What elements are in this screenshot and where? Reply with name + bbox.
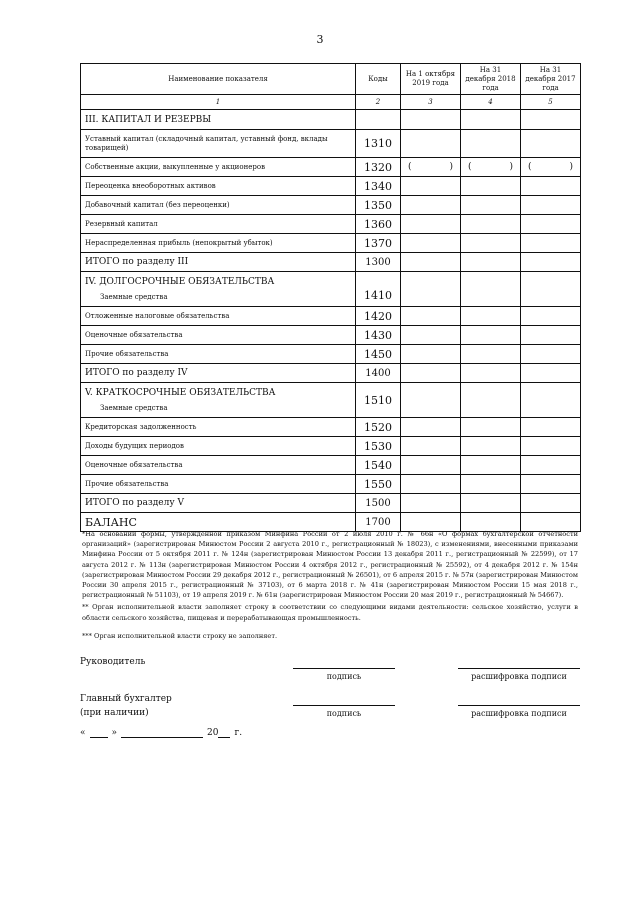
section-5-title — [81, 383, 356, 418]
paren-close: ) — [509, 162, 513, 172]
table-row — [81, 437, 581, 456]
value-cell — [401, 234, 461, 253]
row-code: 1510 — [356, 383, 401, 418]
column-number: 1 — [81, 95, 356, 110]
date-day-blank[interactable] — [90, 729, 108, 738]
value-cell — [521, 364, 581, 383]
header-col3: На 31 декабря 2017 года — [521, 64, 581, 95]
column-number: 4 — [461, 95, 521, 110]
value-cell — [461, 475, 521, 494]
value-cell — [401, 158, 461, 177]
row-code: 1320 — [356, 158, 401, 177]
head-decoding-caption: расшифровка подписи — [471, 672, 567, 681]
value-cell — [401, 475, 461, 494]
head-signature-caption: подпись — [326, 672, 362, 681]
chief-signature-line[interactable] — [293, 705, 395, 706]
value-cell — [461, 253, 521, 272]
column-number: 5 — [521, 95, 581, 110]
row-label: Добавочный капитал (без переоценки) — [81, 196, 356, 215]
value-cell — [401, 383, 461, 418]
footnote-3: *** Орган исполнительной власти строку не заполняет. — [82, 631, 278, 640]
value-cell — [401, 364, 461, 383]
chief-decoding-line[interactable] — [458, 705, 580, 706]
header-codes: Коды — [356, 64, 401, 95]
section-4-title — [81, 272, 356, 307]
value-cell — [401, 494, 461, 513]
empty-cell — [461, 110, 521, 130]
row-code: 1310 — [356, 130, 401, 158]
row-label: Нераспределенная прибыль (непокрытый убыток) — [81, 234, 356, 253]
total-label: ИТОГО по разделу IV — [81, 364, 356, 383]
table-row — [81, 158, 581, 177]
value-cell — [521, 158, 581, 177]
total-label: ИТОГО по разделу V — [81, 494, 356, 513]
value-cell — [461, 456, 521, 475]
table-row — [81, 475, 581, 494]
section-3-title: III. КАПИТАЛ И РЕЗЕРВЫ — [81, 110, 356, 130]
section-4-title-text: IV. ДОЛГОСРОЧНЫЕ ОБЯЗАТЕЛЬСТВА — [85, 277, 275, 287]
table-row — [81, 418, 581, 437]
row-code: 1350 — [356, 196, 401, 215]
row-label: Оценочные обязательства — [81, 456, 356, 475]
row-label: Заемные средства — [100, 293, 168, 301]
row-code: 1360 — [356, 215, 401, 234]
row-label: Уставный капитал (складочный капитал, уставный фонд, вклады товарищей) — [81, 130, 356, 158]
value-cell — [521, 456, 581, 475]
date-year-blank[interactable] — [218, 729, 230, 738]
empty-cell — [356, 110, 401, 130]
value-cell — [401, 437, 461, 456]
chief-accountant-note: (при наличии) — [80, 708, 149, 718]
footnotes — [82, 529, 578, 643]
paren-close: ) — [449, 162, 453, 172]
value-cell — [521, 307, 581, 326]
value-cell — [521, 130, 581, 158]
date-year-prefix: 20 — [207, 728, 219, 738]
total-label: ИТОГО по разделу III — [81, 253, 356, 272]
value-cell — [401, 345, 461, 364]
row-label: Собственные акции, выкупленные у акционеров — [81, 158, 356, 177]
table-row — [81, 345, 581, 364]
value-cell — [521, 253, 581, 272]
table-row — [81, 196, 581, 215]
total-code: 1500 — [356, 494, 401, 513]
value-cell — [521, 196, 581, 215]
value-cell — [461, 177, 521, 196]
value-cell — [521, 326, 581, 345]
section-4-total-row — [81, 364, 581, 383]
value-cell — [461, 418, 521, 437]
row-code: 1540 — [356, 456, 401, 475]
value-cell — [461, 437, 521, 456]
paren-open: ( — [408, 162, 412, 172]
table-row — [81, 456, 581, 475]
value-cell — [461, 215, 521, 234]
value-cell — [401, 326, 461, 345]
header-name: Наименование показателя — [81, 64, 356, 95]
footnote-2: ** Орган исполнительной власти заполняет строку в соответствии со следующими видами деятельности: сельское хозяйство, услуги в области сельского хозяйства, пищевая и перерабатывающая промышленность. — [82, 603, 578, 622]
date-suffix: г. — [234, 728, 243, 738]
header-col1: На 1 октября 2019 года — [401, 64, 461, 95]
column-number: 2 — [356, 95, 401, 110]
section-3-title-row — [81, 110, 581, 130]
row-label: Прочие обязательства — [81, 345, 356, 364]
table-row — [81, 234, 581, 253]
value-cell — [401, 272, 461, 307]
page-number: 3 — [316, 33, 324, 46]
row-code: 1550 — [356, 475, 401, 494]
value-cell — [521, 234, 581, 253]
balance-table — [80, 63, 581, 532]
value-cell — [521, 475, 581, 494]
value-cell — [521, 383, 581, 418]
section-5-title-text: V. КРАТКОСРОЧНЫЕ ОБЯЗАТЕЛЬСТВА — [85, 388, 276, 398]
value-cell — [521, 494, 581, 513]
value-cell — [521, 345, 581, 364]
paren-open: ( — [468, 162, 472, 172]
date-open-quote: « — [80, 728, 86, 738]
row-code: 1370 — [356, 234, 401, 253]
value-cell — [401, 418, 461, 437]
row-code: 1340 — [356, 177, 401, 196]
row-code: 1530 — [356, 437, 401, 456]
row-label: Переоценка внеоборотных активов — [81, 177, 356, 196]
row-label: Резервный капитал — [81, 215, 356, 234]
empty-cell — [401, 110, 461, 130]
row-label: Кредиторская задолженность — [81, 418, 356, 437]
value-cell — [461, 130, 521, 158]
row-code: 1430 — [356, 326, 401, 345]
row-code: 1420 — [356, 307, 401, 326]
value-cell — [401, 177, 461, 196]
section-5-title-row — [81, 383, 581, 418]
balance-code: 1700 — [356, 513, 401, 532]
date-close-quote: » — [111, 728, 118, 738]
head-label: Руководитель — [80, 657, 146, 667]
table-row — [81, 130, 581, 158]
value-cell — [461, 272, 521, 307]
value-cell — [521, 272, 581, 307]
value-cell — [401, 215, 461, 234]
date-month-blank[interactable] — [121, 729, 203, 738]
row-label: Оценочные обязательства — [81, 326, 356, 345]
row-code: 1450 — [356, 345, 401, 364]
value-cell — [461, 364, 521, 383]
value-cell — [401, 307, 461, 326]
chief-accountant-label: Главный бухгалтер — [80, 694, 172, 704]
table-header-row — [81, 64, 581, 95]
total-code: 1400 — [356, 364, 401, 383]
value-cell — [461, 345, 521, 364]
chief-decoding-caption: расшифровка подписи — [471, 709, 567, 718]
row-code: 1520 — [356, 418, 401, 437]
value-cell — [401, 196, 461, 215]
balance-label: БАЛАНС — [81, 513, 356, 532]
value-cell — [401, 456, 461, 475]
paren-open: ( — [528, 162, 532, 172]
empty-cell — [521, 110, 581, 130]
footnote-1: *На основании формы, утвержденной приказом Минфина России от 2 июля 2010 г. № 66н «О формах бухгалтерской отчетности организаций» (зарегистрирован Минюстом России 2 августа 2010 г., регистрационный № 18023), с изменениями, внесенными приказами Минфина России от 5 октября 2011 г. № 124н (зарегистрирован Минюстом России 13 декабря 2011 г., регистрационный № 22599), от 17 августа 2012 г. № 113н (зарегистрирован Минюстом России 4 октября 2012 г., регистрационный № 25592), от 4 декабря 2012 г. № 154н (зарегистрирован Минюстом России 29 декабря 2012 г., регистрационный № 26501), от 6 апреля 2015 г. № 57н (зарегистрирован Минюстом России 30 апреля 2015 г., регистрационный № 37103), от 6 марта 2018 г. № 41н (зарегистрирован Минюстом России 15 мая 2018 г., регистрационный № 51103), от 19 апреля 2019 г. № 61н (зарегистрирован Минюстом России 20 мая 2019 г., регистрационный № 54667). — [82, 530, 578, 600]
section-3-total-row — [81, 253, 581, 272]
value-cell — [401, 253, 461, 272]
value-cell — [461, 494, 521, 513]
table-row — [81, 326, 581, 345]
value-cell — [461, 234, 521, 253]
row-label: Отложенные налоговые обязательства — [81, 307, 356, 326]
paren-close: ) — [569, 162, 573, 172]
section-5-total-row — [81, 494, 581, 513]
value-cell — [461, 158, 521, 177]
value-cell — [521, 418, 581, 437]
value-cell — [461, 383, 521, 418]
row-code: 1410 — [356, 272, 401, 307]
chief-signature-caption: подпись — [326, 709, 362, 718]
total-code: 1300 — [356, 253, 401, 272]
value-cell — [461, 326, 521, 345]
value-cell — [401, 130, 461, 158]
section-4-title-row — [81, 272, 581, 307]
column-number-row — [81, 95, 581, 110]
value-cell — [521, 177, 581, 196]
table-row — [81, 215, 581, 234]
row-label: Доходы будущих периодов — [81, 437, 356, 456]
head-signature-line[interactable] — [293, 668, 395, 669]
value-cell — [461, 307, 521, 326]
head-decoding-line[interactable] — [458, 668, 580, 669]
value-cell — [521, 215, 581, 234]
header-col2: На 31 декабря 2018 года — [461, 64, 521, 95]
row-label: Прочие обязательства — [81, 475, 356, 494]
column-number: 3 — [401, 95, 461, 110]
table-row — [81, 177, 581, 196]
date-line — [80, 728, 242, 738]
row-label: Заемные средства — [100, 404, 168, 412]
table-row — [81, 307, 581, 326]
value-cell — [461, 196, 521, 215]
value-cell — [521, 437, 581, 456]
